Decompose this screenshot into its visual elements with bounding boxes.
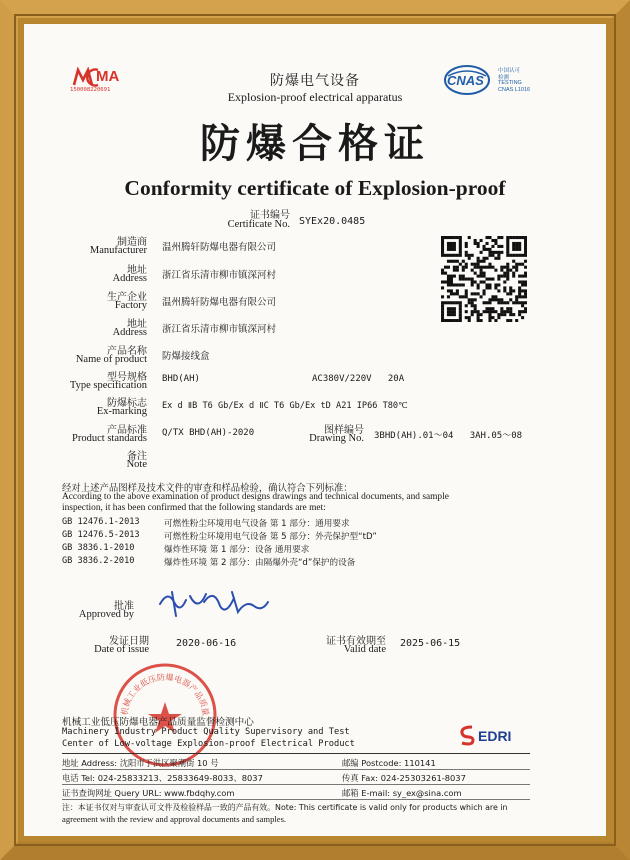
cnas-logo (442, 64, 572, 98)
product-std-value: Q/TX BHD(AH)-2020 (162, 428, 255, 438)
address2-label-en: Address (112, 327, 147, 338)
note-label-en: Note (126, 459, 147, 470)
cnas-line1: 中国认可 (498, 68, 521, 74)
row-divider (62, 799, 530, 800)
approved-label-en: Approved by (78, 609, 134, 620)
cert-no-label-en: Certificate No. (227, 219, 290, 230)
cert-no-value: SYEx20.0485 (299, 216, 366, 227)
address1-label-cn: 地址 (127, 265, 147, 276)
cnas-line4: CNAS L1016 (498, 87, 531, 93)
query-row (62, 787, 234, 799)
note-label-cn: 备注 (127, 451, 147, 462)
header-title-cn: 防爆电气设备 (270, 73, 360, 89)
factory-value: 温州腾轩防爆电器有限公司 (162, 297, 277, 308)
tel-label: 电话 Tel: (62, 773, 96, 783)
address-label: 地址 Address: (62, 758, 118, 768)
cma-label: MA (96, 68, 120, 85)
product-name-label-en: Name of product (75, 354, 147, 365)
cert-no-label-cn: 证书编号 (250, 210, 290, 221)
signature-icon (154, 582, 274, 622)
standard-desc: 可燃性粉尘环境用电气设备 第 1 部分：通用要求 (164, 519, 350, 529)
drawing-no-value: 3BHD(AH).01～04 3AH.05～08 (374, 431, 523, 441)
edri-icon (458, 724, 478, 746)
ex-marking-label-cn: 防爆标志 (107, 398, 147, 409)
factory-label-en: Factory (114, 300, 147, 311)
manufacturer-label-cn: 制造商 (117, 237, 147, 248)
certificate-paper (24, 24, 606, 836)
standard-desc: 爆炸性环境 第 1 部分：设备 通用要求 (164, 545, 310, 555)
type-spec-rating: AC380V/220V 20A (312, 374, 405, 384)
valid-date-label-en: Valid date (343, 644, 386, 655)
ex-marking-label-en: Ex-marking (96, 406, 147, 417)
issuer-divider (62, 753, 530, 754)
edri-label: EDRI (478, 728, 512, 744)
statement-en-1: According to the above examination of product designs drawings and technical documents, and sample (62, 492, 449, 502)
standard-code: GB 12476.1-2013 (62, 517, 140, 527)
type-spec-label-cn: 型号规格 (107, 372, 147, 383)
statement-en-2: inspection, it has been confirmed that the following standards are met: (62, 503, 326, 513)
fax-row (342, 772, 466, 784)
cma-number: 150008220691 (70, 87, 111, 93)
standard-code: GB 3836.2-2010 (62, 556, 135, 566)
statement-cn: 经对上述产品图样及技术文件的审查和样品检验，确认符合下列标准： (62, 483, 353, 494)
qr-code (441, 236, 527, 322)
ex-marking-value: Ex d ⅡB T6 Gb/Ex d ⅡC T6 Gb/Ex tD A21 IP66 T80℃ (162, 401, 408, 411)
postcode-value: 110141 (404, 758, 436, 768)
issuer-name-en-2: Center of Low-voltage Explosion-proof Electrical Product (62, 739, 355, 749)
email-row (342, 787, 462, 799)
header-title-en: Explosion-proof electrical apparatus (227, 90, 403, 104)
cnas-label: CNAS (447, 73, 484, 88)
product-std-label-en: Product standards (72, 433, 147, 444)
type-spec-label-en: Type specification (69, 380, 147, 391)
footnote-line-2: agreement with the review and approval documents and samples. (62, 814, 287, 824)
drawing-no-label-en: Drawing No. (309, 433, 364, 444)
svg-text:机械工业低压防爆电器产品质量监督检测中心: 机械工业低压防爆电器产品质量 (118, 671, 212, 717)
product-std-label-cn: 产品标准 (107, 425, 147, 436)
standard-code: GB 3836.1-2010 (62, 543, 135, 553)
address-value: 沈阳市于洪区聚潮街 10 号 (119, 758, 219, 768)
issue-date-label-en: Date of issue (94, 644, 149, 655)
manufacturer-label-en: Manufacturer (89, 245, 147, 256)
postcode-label: 邮编 Postcode: (342, 758, 402, 768)
standard-code: GB 12476.5-2013 (62, 530, 140, 540)
type-spec-value: BHD(AH) (162, 374, 200, 384)
fax-value: 024-25303261-8037 (380, 773, 466, 783)
footnote-line-1: 注：本证书仅对与审查认可文件及检验样品一致的产品有效。Note: This certificate is valid only for products which are in (62, 803, 508, 812)
issue-date-value: 2020-06-16 (176, 638, 237, 649)
edri-logo (458, 724, 538, 748)
email-value: sy_ex@sina.com (392, 788, 462, 798)
signature (154, 582, 274, 622)
address-row (62, 757, 219, 769)
qr-code-icon (441, 236, 527, 322)
tel-value: 024-25833213、25833649-8033、8037 (97, 773, 263, 783)
address1-label-en: Address (112, 273, 147, 284)
factory-label-cn: 生产企业 (107, 292, 147, 303)
address2-value: 浙江省乐清市柳市镇深河村 (162, 324, 277, 335)
standard-desc: 可燃性粉尘环境用电气设备 第 5 部分：外壳保护型“tD” (164, 532, 377, 542)
fax-label: 传真 Fax: (342, 773, 379, 783)
postcode-row (342, 757, 436, 769)
standard-desc: 爆炸性环境 第 2 部分：由隔爆外壳“d”保护的设备 (164, 558, 356, 568)
query-label: 证书查询网址 Query URL: (62, 788, 162, 798)
row-divider (62, 784, 530, 785)
address2-label-cn: 地址 (127, 319, 147, 330)
product-name-label-cn: 产品名称 (107, 346, 147, 357)
cnas-line2: 检测 (498, 75, 510, 81)
valid-date-label-cn: 证书有效期至 (326, 636, 386, 647)
manufacturer-value: 温州腾轩防爆电器有限公司 (162, 242, 277, 253)
query-value: www.fbdqhy.com (164, 788, 235, 798)
issuer-name-cn: 机械工业低压防爆电器产品质量监督检测中心 (62, 717, 254, 728)
valid-date-value: 2025-06-15 (400, 638, 461, 649)
email-label: 邮箱 E-mail: (342, 788, 391, 798)
issuer-name-en-1: Machinery Industry Product Quality Supervisory and Test (62, 727, 350, 737)
product-name-value: 防爆接线盒 (162, 351, 210, 362)
row-divider (62, 769, 530, 770)
main-title-cn: 防爆合格证 (200, 121, 430, 167)
approved-label-cn: 批准 (114, 601, 134, 612)
issue-date-label-cn: 发证日期 (109, 636, 149, 647)
tel-row (62, 772, 263, 784)
address1-value: 浙江省乐清市柳市镇深河村 (162, 270, 277, 281)
cnas-line3: TESTING (498, 80, 522, 86)
main-title-en: Conformity certificate of Explosion-proof (124, 176, 506, 200)
drawing-no-label-cn: 图样编号 (324, 425, 364, 436)
